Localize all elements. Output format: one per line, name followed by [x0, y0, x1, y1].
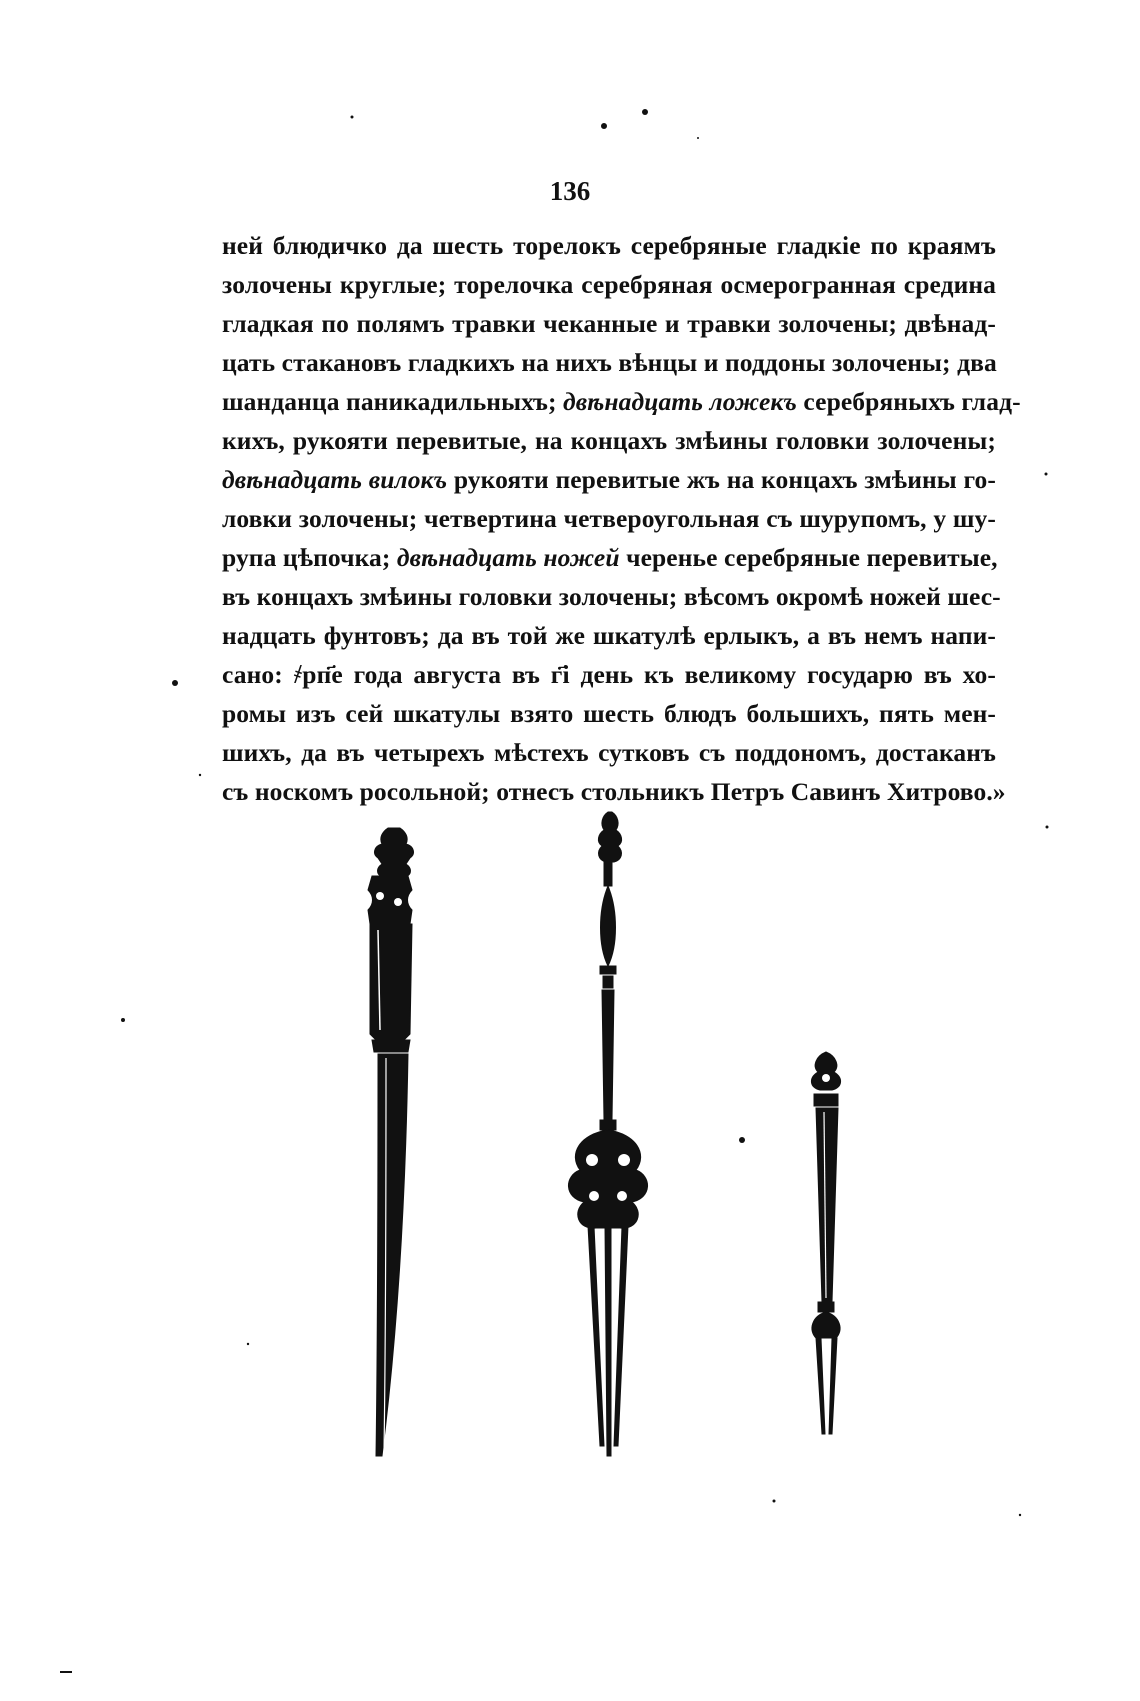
text-line-13: ромы изъ сей шкатулы взято шесть блюдъ большихъ, пять мен- [222, 699, 996, 728]
knife-drawing [368, 828, 413, 1456]
text-line-12: сано: ҂рп҃е года августа въ г҃і день къ великому государю въ хо- [222, 660, 996, 689]
text-line-2: золочены круглые; торелочка серебряная осмерогранная средина [222, 270, 996, 299]
text-line-1: ней блюдичко да шесть торелокъ серебряные гладкіе по краямъ [222, 231, 996, 260]
text-line-14: шихъ, да въ четырехъ мѣстехъ сутковъ съ поддономъ, достаканъ [222, 738, 996, 767]
text-line-10: въ концахъ змѣины головки золочены; вѣсомъ окромѣ ножей шес- [222, 582, 1001, 611]
text-line-7: двѣнадцать вилокъ рукояти перевитые жъ на концахъ змѣины го- [222, 465, 996, 494]
text-line-6: кихъ, рукояти перевитые, на концахъ змѣины головки золочены; [222, 426, 996, 455]
text-line-3: гладкая по полямъ травки чеканные и травки золочены; двѣнад- [222, 309, 996, 338]
text-line-9: рупа цѣпочка; двѣнадцать ножей черенье серебряные перевитые, [222, 543, 998, 572]
italic-knives: двѣнадцать ножей [396, 543, 620, 572]
page-number: 136 [549, 176, 591, 206]
fork-drawing [568, 812, 647, 1456]
text-line-5: шанданца паникадильныхъ; двѣнадцать ложекъ серебряныхъ глад- [222, 387, 1021, 416]
italic-spoons: двѣнадцать ложекъ [563, 387, 797, 416]
stray-specks [60, 109, 1049, 1673]
small-fork-drawing [811, 1052, 840, 1434]
text-line-15: съ носкомъ росольной; отнесъ стольникъ Петръ Савинъ Хитрово.» [222, 777, 1006, 806]
text-line-4: цать стакановъ гладкихъ на нихъ вѣнцы и поддоны золочены; два [222, 348, 997, 377]
italic-forks: двѣнадцать вилокъ [222, 465, 448, 494]
text-line-8: ловки золочены; четвертина четвероугольная съ шурупомъ, у шу- [222, 504, 996, 533]
text-line-11: надцать фунтовъ; да въ той же шкатулѣ ерлыкъ, а въ немъ напи- [222, 621, 996, 650]
